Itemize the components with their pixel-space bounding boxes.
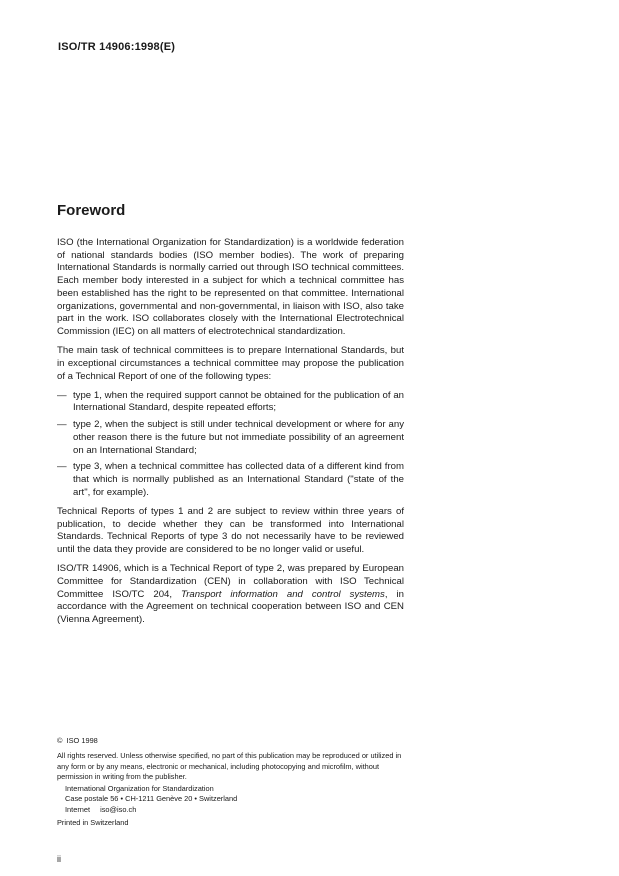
foreword-body [57, 237, 404, 633]
paragraph-4-end: , in accordance with the Agreement on technical cooperation between ISO and CEN (Vienna Agreement). [57, 588, 404, 625]
foreword-paragraph-1: ISO (the International Organization for Standardization) is a worldwide federation of national standards bodies (ISO member bodies). The work of preparing International Standards is normally carried out through ISO technical committees. Each member body interested in a subject for which a technical committee has been established has the right to be represented on that committee. International organizations, governmental and non-governmental, in liaison with ISO, also take part in the work. ISO collaborates closely with the International Electrotechnical Commission (IEC) on all matters of electrotechnical standardization. [57, 237, 404, 337]
committee-title-italic: Transport information and control systems [181, 588, 385, 600]
foreword-heading: Foreword [57, 202, 126, 219]
organization-name: International Organization for Standardization [65, 784, 214, 794]
list-item-text: type 2, when the subject is still under technical development or where for any other reason there is the future but not immediate possibility of an agreement on an International Standard; [73, 419, 404, 456]
document-identifier: ISO/TR 14906:1998(E) [58, 41, 176, 53]
list-item [57, 419, 404, 457]
internet-address: iso@iso.ch [100, 804, 137, 814]
copyright-year: ISO 1998 [66, 736, 98, 745]
foreword-paragraph-3: Technical Reports of types 1 and 2 are subject to review within three years of publication, to decide whether they can be transformed into International Standards. Technical Reports of type 3 do not necessarily have to be reviewed until the data they provide are considered to be no longer valid or useful. [57, 505, 404, 555]
list-item [57, 390, 404, 415]
list-item-text: type 1, when the required support cannot be obtained for the publication of an International Standard, despite repeated efforts; [73, 389, 404, 414]
copyright-block [57, 736, 412, 828]
report-types-list [57, 390, 404, 500]
list-item [57, 461, 404, 499]
dash-bullet: — [57, 461, 67, 473]
dash-bullet: — [57, 419, 67, 431]
rights-notice: All rights reserved. Unless otherwise specified, no part of this publication may be reproduced or utilized in any form or by any means, electronic or mechanical, including photocopying and microfilm, without permission in writing from the publisher. [57, 751, 402, 781]
foreword-paragraph-4 [57, 563, 404, 627]
copyright-symbol: © [57, 736, 63, 745]
foreword-paragraph-2: The main task of technical committees is to prepare International Standards, but in exceptional circumstances a technical committee may propose the publication of a Technical Report of one of the following types: [57, 345, 404, 382]
dash-bullet: — [57, 389, 67, 401]
paragraph-4-start: ISO/TR 14906, which is a Technical Report of type 2, was prepared by European Committee for Standardization (CEN) in collaboration with ISO Technical Committee ISO/TC 204, [57, 563, 404, 600]
printed-in: Printed in Switzerland [57, 818, 129, 828]
postal-address: Case postale 56 • CH-1211 Genève 20 • Switzerland [65, 794, 238, 804]
internet-label: Internet [65, 804, 91, 814]
list-item-text: type 3, when a technical committee has collected data of a different kind from that which is normally published as an International Standard ("state of the art", for example). [73, 461, 404, 498]
internet-line [57, 805, 412, 815]
page-number: ii [57, 854, 61, 864]
copyright-line [57, 736, 412, 746]
